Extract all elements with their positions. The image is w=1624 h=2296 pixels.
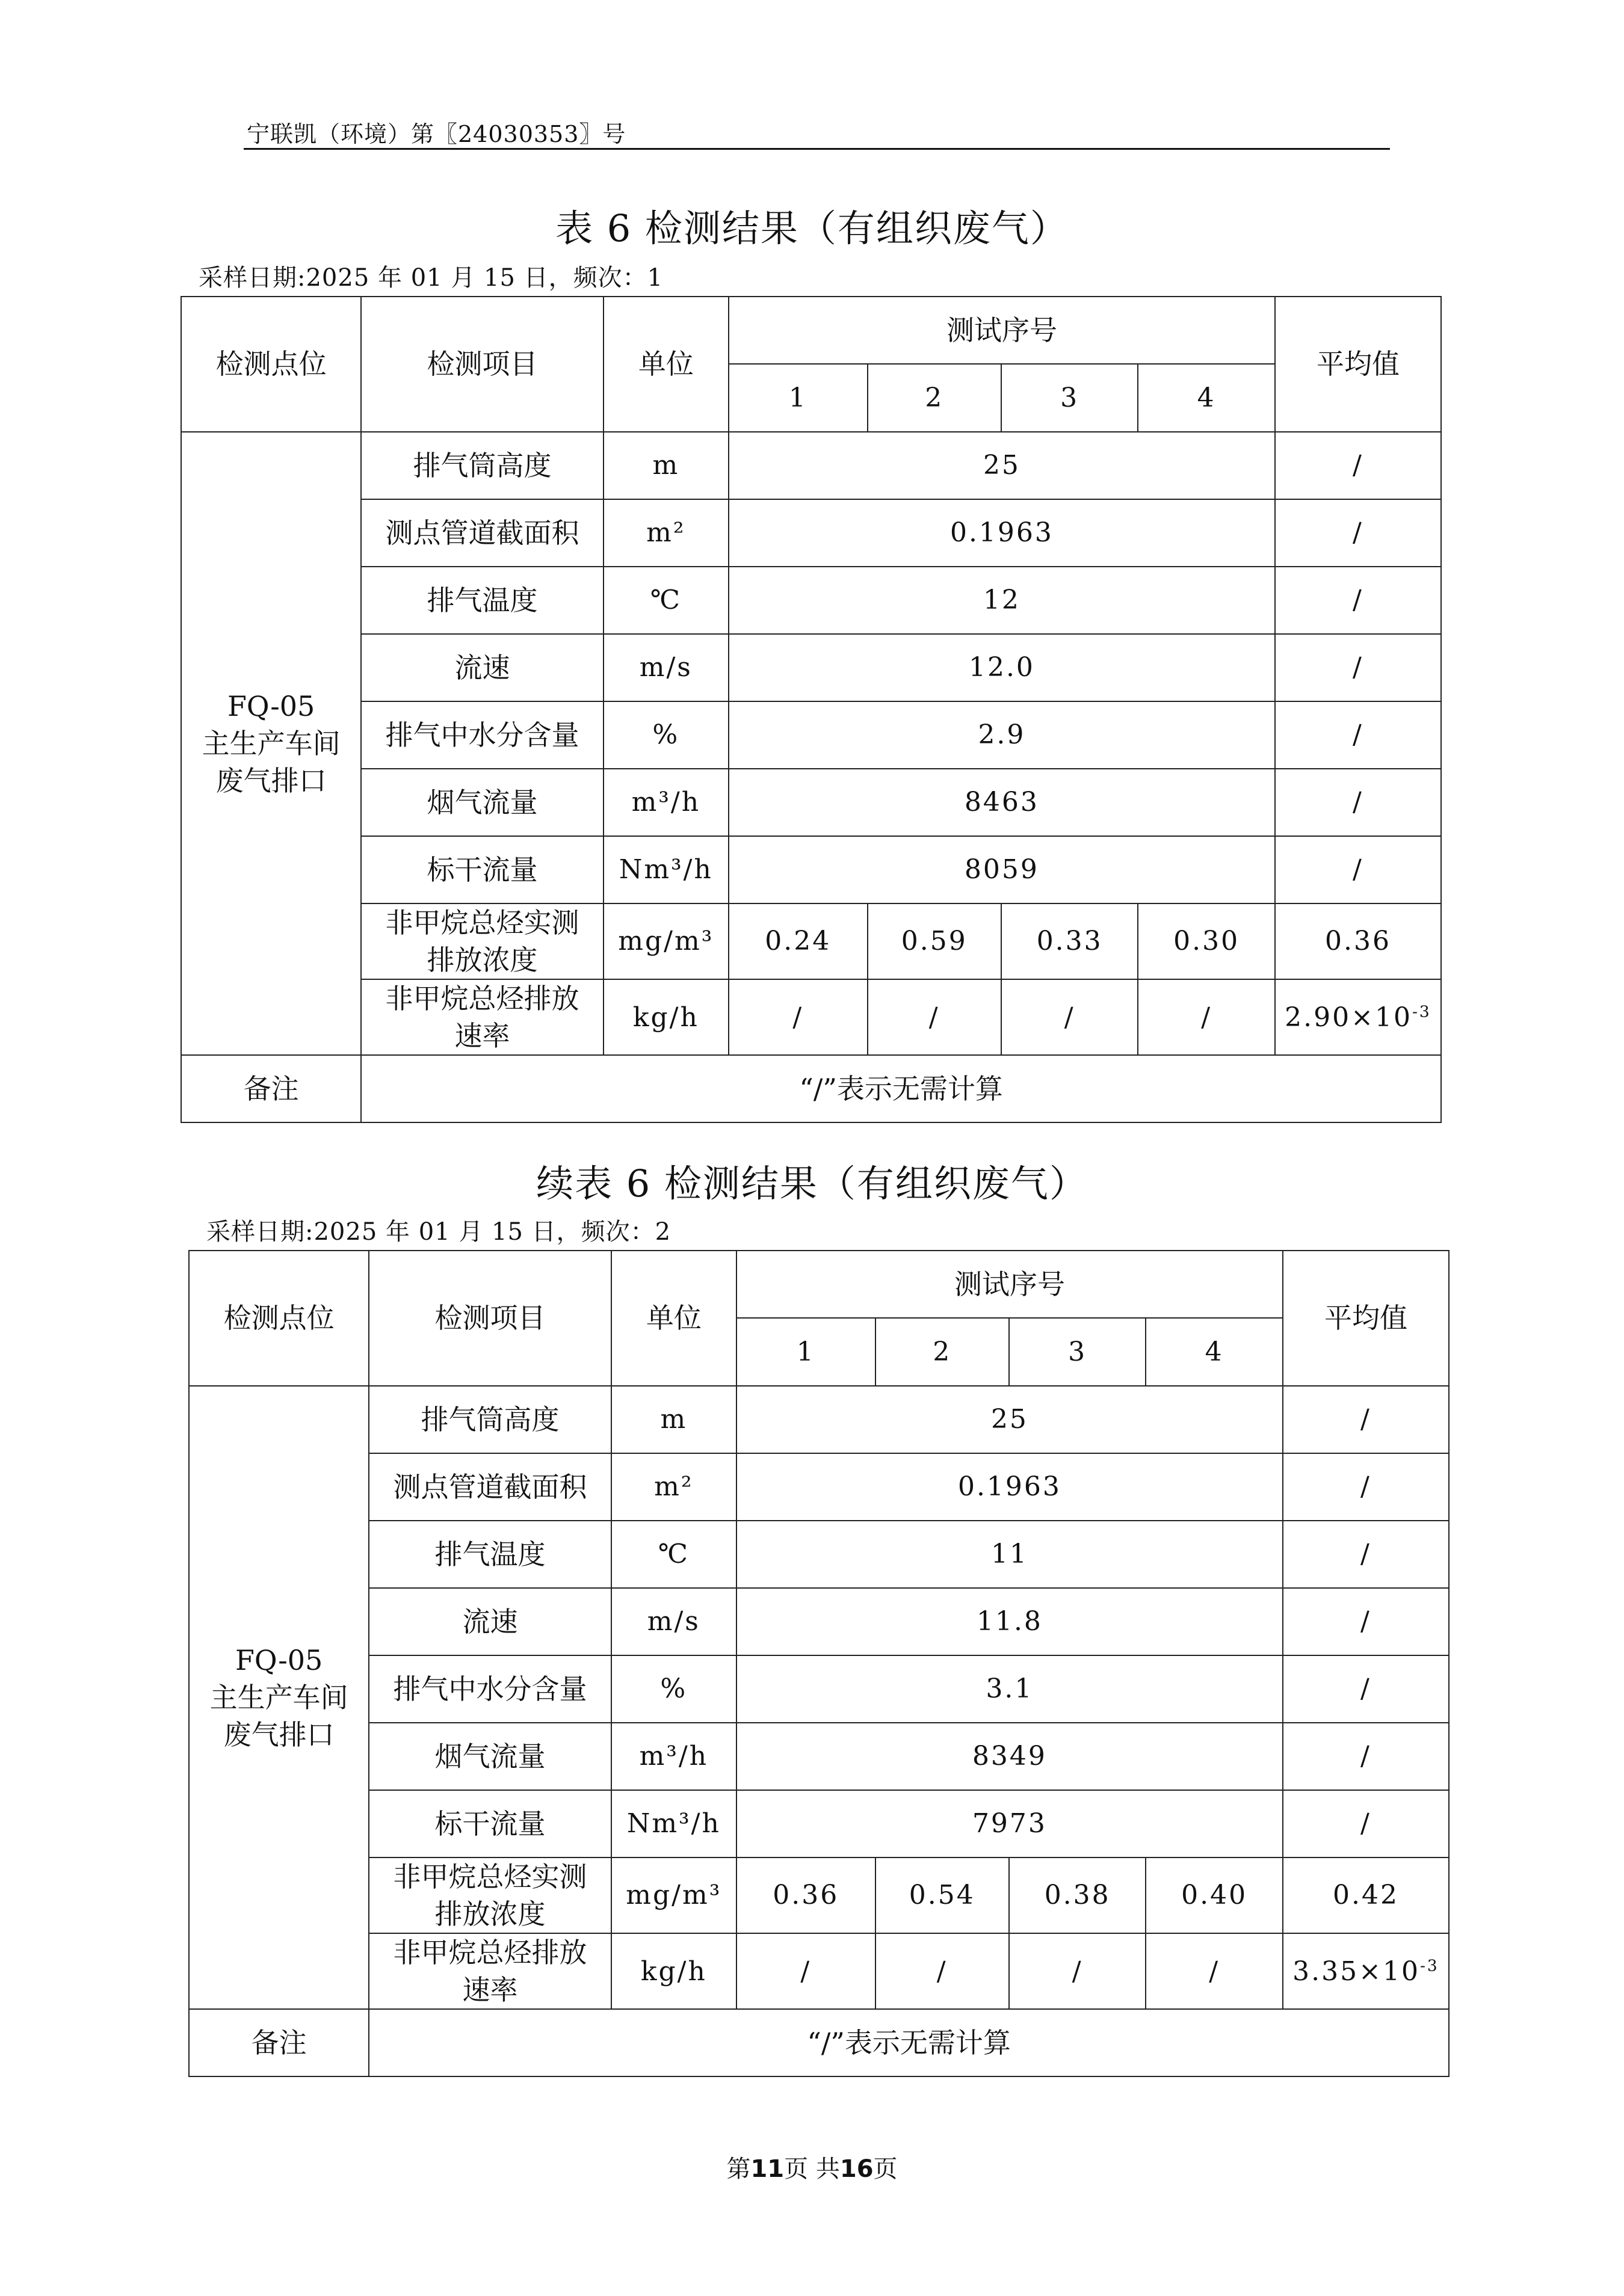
table-row [189, 1933, 1449, 2009]
item-cell: 流速 [361, 634, 603, 701]
note-label: 备注 [181, 1055, 361, 1122]
header-seq-3: 3 [1009, 1318, 1146, 1386]
item-cell: 排气中水分含量 [361, 701, 603, 769]
table-row [189, 1588, 1449, 1655]
value-cell: / [1001, 979, 1138, 1055]
value-cell: 0.24 [729, 903, 868, 979]
item-cell: 排气筒高度 [369, 1386, 611, 1453]
unit-cell: m³/h [611, 1723, 736, 1790]
avg-mantissa: 3.35×10 [1292, 1956, 1420, 1987]
item-line: 非甲烷总烃实测 [385, 906, 579, 939]
item-cell: 烟气流量 [361, 769, 603, 836]
item-cell: 排气中水分含量 [369, 1655, 611, 1723]
table2 [188, 1250, 1450, 2077]
value-cell: 8463 [729, 769, 1275, 836]
table-row [189, 1386, 1449, 1453]
page-number-footer [0, 2150, 1624, 2184]
table-row [189, 2009, 1449, 2076]
unit-cell: m² [611, 1453, 736, 1521]
value-cell: / [1146, 1933, 1282, 2009]
header-seq-4: 4 [1138, 364, 1274, 432]
avg-cell: / [1275, 499, 1441, 567]
value-cell: 25 [736, 1386, 1283, 1453]
unit-cell: Nm³/h [611, 1790, 736, 1857]
table-row [181, 567, 1441, 634]
table1 [181, 296, 1442, 1123]
table-row [189, 1655, 1449, 1723]
item-cell: 流速 [369, 1588, 611, 1655]
point-workshop: 主生产车间 [202, 727, 341, 760]
monitoring-point [181, 432, 361, 1055]
value-cell: 11.8 [736, 1588, 1283, 1655]
table-row [181, 979, 1441, 1055]
value-cell: 8349 [736, 1723, 1283, 1790]
table-row [189, 1723, 1449, 1790]
avg-cell [1283, 1933, 1449, 2009]
point-workshop: 主生产车间 [209, 1681, 348, 1714]
value-cell: 12.0 [729, 634, 1275, 701]
header-unit: 单位 [604, 297, 729, 432]
unit-cell: mg/m³ [604, 903, 729, 979]
unit-cell: m [611, 1386, 736, 1453]
footer-mid: 页 共 [784, 2155, 840, 2183]
table-row [189, 1453, 1449, 1521]
item-cell: 排气温度 [369, 1521, 611, 1588]
item-cell: 测点管道截面积 [361, 499, 603, 567]
avg-exponent: -3 [1412, 1002, 1431, 1021]
value-cell: 2.9 [729, 701, 1275, 769]
value-cell: / [1138, 979, 1274, 1055]
avg-cell: / [1283, 1453, 1449, 1521]
header-test-sequence: 测试序号 [736, 1251, 1283, 1318]
item-cell: 排气筒高度 [361, 432, 603, 499]
avg-cell: / [1275, 701, 1441, 769]
value-cell: 8059 [729, 836, 1275, 903]
monitoring-point [189, 1386, 369, 2009]
value-cell: 0.1963 [729, 499, 1275, 567]
header-item: 检测项目 [361, 297, 603, 432]
item-line: 非甲烷总烃实测 [393, 1860, 587, 1893]
point-code: FQ-05 [227, 690, 315, 723]
unit-cell: m² [604, 499, 729, 567]
avg-exponent: -3 [1420, 1956, 1439, 1975]
table-row [189, 1521, 1449, 1588]
value-cell: 11 [736, 1521, 1283, 1588]
header-average: 平均值 [1275, 297, 1441, 432]
unit-cell: m/s [604, 634, 729, 701]
avg-cell: / [1283, 1588, 1449, 1655]
item-cell: 标干流量 [369, 1790, 611, 1857]
value-cell: / [1009, 1933, 1146, 2009]
value-cell: 0.1963 [736, 1453, 1283, 1521]
note-label: 备注 [189, 2009, 369, 2076]
avg-cell: / [1275, 432, 1441, 499]
value-cell: / [875, 1933, 1009, 2009]
avg-cell: / [1283, 1655, 1449, 1723]
value-cell: / [868, 979, 1001, 1055]
unit-cell: m/s [611, 1588, 736, 1655]
table-row [181, 634, 1441, 701]
table-row [181, 903, 1441, 979]
avg-cell: / [1283, 1723, 1449, 1790]
header-average: 平均值 [1283, 1251, 1449, 1386]
header-seq-3: 3 [1001, 364, 1138, 432]
current-page: 11 [750, 2155, 785, 2183]
footer-post: 页 [873, 2155, 898, 2183]
unit-cell: mg/m³ [611, 1857, 736, 1933]
item-line: 非甲烷总烃排放 [385, 982, 579, 1015]
avg-mantissa: 2.90×10 [1285, 1002, 1412, 1033]
unit-cell: % [611, 1655, 736, 1723]
table-row [181, 1055, 1441, 1122]
table1-title: 表 6 检测结果（有组织废气） [555, 206, 1069, 250]
note-text: “/”表示无需计算 [361, 1055, 1441, 1122]
value-cell: 3.1 [736, 1655, 1283, 1723]
value-cell: 7973 [736, 1790, 1283, 1857]
header-divider [244, 148, 1390, 150]
value-cell: 0.30 [1138, 903, 1274, 979]
header-test-sequence: 测试序号 [729, 297, 1275, 364]
header-unit: 单位 [611, 1251, 736, 1386]
unit-cell: % [604, 701, 729, 769]
avg-cell: 0.36 [1275, 903, 1441, 979]
header-seq-2: 2 [875, 1318, 1009, 1386]
unit-cell: kg/h [604, 979, 729, 1055]
item-cell: 测点管道截面积 [369, 1453, 611, 1521]
value-cell: 12 [729, 567, 1275, 634]
value-cell: 0.40 [1146, 1857, 1282, 1933]
table-row [181, 836, 1441, 903]
avg-cell: 0.42 [1283, 1857, 1449, 1933]
unit-cell: m [604, 432, 729, 499]
avg-cell: / [1275, 634, 1441, 701]
item-cell [361, 903, 603, 979]
header-point: 检测点位 [181, 297, 361, 432]
table-row [181, 769, 1441, 836]
item-cell [369, 1857, 611, 1933]
value-cell: / [729, 979, 868, 1055]
table2-title: 续表 6 检测结果（有组织废气） [536, 1162, 1088, 1205]
item-line: 排放浓度 [427, 944, 538, 977]
table-row [181, 499, 1441, 567]
avg-cell: / [1275, 567, 1441, 634]
table1-sampling-meta: 采样日期:2025 年 01 月 15 日，频次：1 [199, 264, 664, 292]
unit-cell: Nm³/h [604, 836, 729, 903]
point-outlet: 废气排口 [215, 765, 327, 798]
header-seq-1: 1 [736, 1318, 875, 1386]
avg-cell: / [1283, 1386, 1449, 1453]
item-line: 速率 [454, 1020, 510, 1053]
value-cell: 0.33 [1001, 903, 1138, 979]
table-row [181, 432, 1441, 499]
table-row [189, 1790, 1449, 1857]
item-cell [361, 979, 603, 1055]
avg-cell: / [1283, 1790, 1449, 1857]
total-pages: 16 [839, 2155, 874, 2183]
value-cell: 0.36 [736, 1857, 875, 1933]
table-row [181, 701, 1441, 769]
item-line: 速率 [462, 1974, 518, 2007]
header-seq-4: 4 [1146, 1318, 1282, 1386]
table2-sampling-meta: 采样日期:2025 年 01 月 15 日，频次：2 [206, 1218, 672, 1246]
value-cell: 0.54 [875, 1857, 1009, 1933]
avg-cell: / [1275, 769, 1441, 836]
header-point: 检测点位 [189, 1251, 369, 1386]
table-row [189, 1857, 1449, 1933]
report-number-header: 宁联凯（环境）第〖24030353〗号 [247, 121, 626, 147]
item-line: 排放浓度 [434, 1898, 546, 1931]
note-text: “/”表示无需计算 [369, 2009, 1449, 2076]
avg-cell [1275, 979, 1441, 1055]
value-cell: 0.38 [1009, 1857, 1146, 1933]
value-cell: / [736, 1933, 875, 2009]
item-cell [369, 1933, 611, 2009]
item-cell: 排气温度 [361, 567, 603, 634]
unit-cell: m³/h [604, 769, 729, 836]
value-cell: 0.59 [868, 903, 1001, 979]
footer-pre: 第 [726, 2155, 751, 2183]
point-outlet: 废气排口 [223, 1719, 335, 1752]
unit-cell: ℃ [611, 1521, 736, 1588]
avg-cell: / [1275, 836, 1441, 903]
header-item: 检测项目 [369, 1251, 611, 1386]
unit-cell: ℃ [604, 567, 729, 634]
item-cell: 烟气流量 [369, 1723, 611, 1790]
value-cell: 25 [729, 432, 1275, 499]
header-seq-2: 2 [868, 364, 1001, 432]
item-line: 非甲烷总烃排放 [393, 1936, 587, 1969]
item-cell: 标干流量 [361, 836, 603, 903]
point-code: FQ-05 [235, 1644, 323, 1677]
avg-cell: / [1283, 1521, 1449, 1588]
unit-cell: kg/h [611, 1933, 736, 2009]
header-seq-1: 1 [729, 364, 868, 432]
